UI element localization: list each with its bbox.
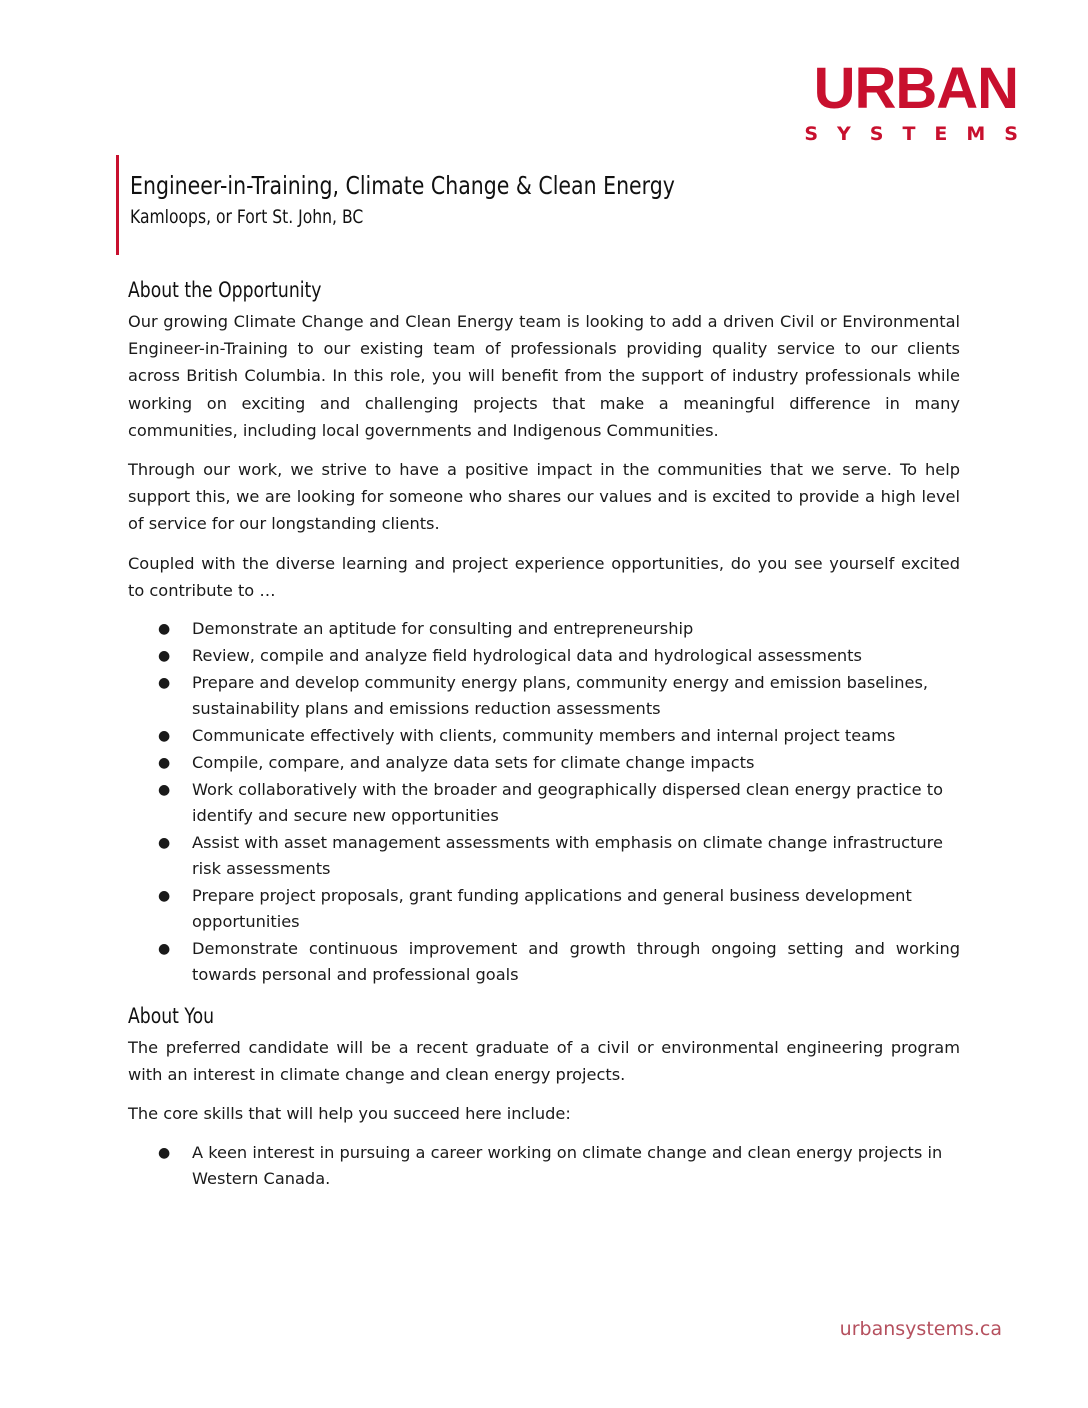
list-item bbox=[128, 616, 960, 642]
bullet-icon: ● bbox=[158, 648, 171, 665]
list-item-text: Work collaboratively with the broader and geographically dispersed clean energy practice to identify and secure new opportunities bbox=[192, 780, 943, 826]
bullet-icon: ● bbox=[158, 941, 171, 958]
job-location: Kamloops, or Fort St. John, BC bbox=[130, 206, 364, 228]
list-item bbox=[128, 670, 960, 722]
paragraph: Our growing Climate Change and Clean Energy team is looking to add a driven Civil or Environmental Engineer-in-Training to our existing team of professionals providing quality service to our clients across British Columbia. In this role, you will benefit from the support of industry professionals while working on exciting and challenging projects that make a meaningful difference in many communities, including local governments and Indigenous Communities. bbox=[128, 312, 960, 440]
bullet-list bbox=[128, 616, 960, 988]
list-item bbox=[128, 643, 960, 669]
list-item bbox=[128, 777, 960, 829]
section-heading: About the Opportunity bbox=[128, 278, 322, 302]
paragraph: Through our work, we strive to have a positive impact in the communities that we serve. To help support this, we are looking for someone who shares our values and is excited to provide a high level of service for our longstanding clients. bbox=[128, 460, 960, 534]
bullet-icon: ● bbox=[158, 835, 171, 852]
title-block bbox=[116, 155, 795, 255]
list-item bbox=[128, 830, 960, 882]
list-item bbox=[128, 936, 960, 988]
bullet-icon: ● bbox=[158, 888, 171, 905]
list-item-text: Prepare project proposals, grant funding applications and general business development opportunities bbox=[192, 886, 912, 932]
section-heading: About You bbox=[128, 1004, 215, 1029]
paragraph: Coupled with the diverse learning and project experience opportunities, do you see yourself excited to contribute to … bbox=[128, 553, 960, 600]
paragraph: The preferred candidate will be a recent graduate of a civil or environmental engineering program with an interest in climate change and clean energy projects. bbox=[128, 1038, 960, 1085]
logo-wordmark-urban: URBAN bbox=[813, 56, 1018, 121]
bullet-list bbox=[128, 1140, 960, 1192]
footer-url: urbansystems.ca bbox=[839, 1318, 1002, 1340]
bullet-icon: ● bbox=[158, 1144, 171, 1161]
list-item-text: Demonstrate an aptitude for consulting and entrepreneurship bbox=[192, 619, 694, 639]
bullet-icon: ● bbox=[158, 621, 171, 638]
list-item bbox=[128, 883, 960, 935]
list-item-text: Demonstrate continuous improvement and growth through ongoing setting and working towards personal and professional goals bbox=[192, 939, 960, 985]
section-about-you bbox=[128, 1004, 960, 1192]
list-item bbox=[128, 1140, 960, 1192]
bullet-icon: ● bbox=[158, 675, 171, 692]
list-item-text: Compile, compare, and analyze data sets for climate change impacts bbox=[192, 753, 755, 773]
list-item bbox=[128, 723, 960, 749]
section-about-opportunity bbox=[128, 278, 960, 988]
list-item-text: Assist with asset management assessments with emphasis on climate change infrastructure risk assessments bbox=[192, 833, 943, 879]
company-logo bbox=[798, 56, 1037, 145]
job-title: Engineer-in-Training, Climate Change & Clean Energy bbox=[130, 171, 675, 200]
list-item-text: Prepare and develop community energy plans, community energy and emission baselines, sustainability plans and emissions reduction assessments bbox=[192, 673, 929, 719]
bullet-icon: ● bbox=[158, 728, 171, 745]
bullet-icon: ● bbox=[158, 782, 171, 799]
paragraph: The core skills that will help you succeed here include: bbox=[128, 1104, 571, 1124]
bullet-icon: ● bbox=[158, 755, 171, 772]
list-item bbox=[128, 750, 960, 776]
document-body bbox=[128, 278, 960, 1193]
list-item-text: A keen interest in pursuing a career working on climate change and clean energy projects in Western Canada. bbox=[192, 1142, 943, 1188]
logo-wordmark-systems: SYSTEMS bbox=[804, 123, 1037, 145]
list-item-text: Review, compile and analyze field hydrological data and hydrological assessments bbox=[192, 646, 862, 666]
list-item-text: Communicate effectively with clients, community members and internal project teams bbox=[192, 726, 896, 746]
